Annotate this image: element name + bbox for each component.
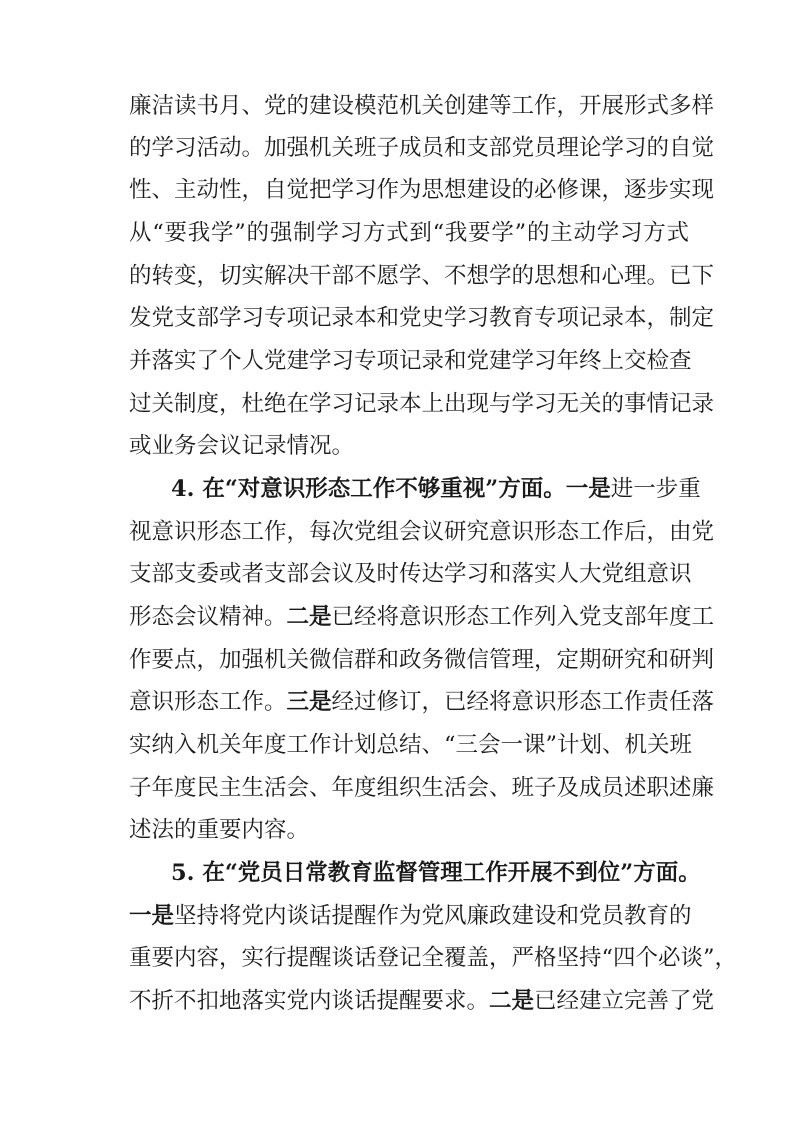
section-4-text: 意识形态工作。 xyxy=(129,689,287,715)
paragraph-line: 并落实了个人党建学习专项记录和党建学习年终上交检查 xyxy=(129,348,692,374)
section-5-marker-2: 二是 xyxy=(489,988,535,1014)
paragraph-line: 或业务会议记录情况。 xyxy=(129,433,355,459)
section-4-heading: 4. 在“对意识形态工作不够重视”方面。 xyxy=(171,476,566,502)
paragraph-line: 实纳入机关年度工作计划总结、“三会一课”计划、机关班 xyxy=(129,732,693,758)
section-4-marker-1: 一是 xyxy=(565,476,611,502)
paragraph-line: 从“要我学”的强制学习方式到“我要学”的主动学习方式 xyxy=(129,220,689,246)
section-4-text: 已经将意识形态工作列入党支部年度工 xyxy=(331,604,715,630)
paragraph-line: 的学习活动。加强机关班子成员和支部党员理论学习的自觉 xyxy=(129,135,715,161)
paragraph-line xyxy=(129,682,715,722)
paragraph-line: 视意识形态工作，每次党组会议研究意识形态工作后，由党 xyxy=(129,519,715,545)
paragraph-line: 的转变，切实解决干部不愿学、不想学的思想和心理。已下 xyxy=(129,263,715,289)
paragraph-line xyxy=(129,896,692,936)
paragraph-line: 支部支委或者支部会议及时传达学习和落实人大党组意识 xyxy=(129,561,692,587)
section-5-text: 不折不扣地落实党内谈话提醒要求。 xyxy=(129,988,490,1014)
paragraph-line: 重要内容，实行提醒谈话登记全覆盖，严格坚持“四个必谈”， xyxy=(129,945,738,971)
paragraph-line: 子年度民主生活会、年度组织生活会、班子及成员述职述廉 xyxy=(129,775,715,801)
section-4-marker-2: 二是 xyxy=(286,604,332,630)
section-4-text: 进一步重 xyxy=(610,476,701,502)
section-5-text: 坚持将党内谈话提醒作为党风廉政建设和党员教育的 xyxy=(174,903,692,929)
section-4-marker-3: 三是 xyxy=(286,689,332,715)
section-4-text: 形态会议精神。 xyxy=(129,604,287,630)
paragraph-line: 性、主动性，自觉把学习作为思想建设的必修课，逐步实现 xyxy=(129,177,715,203)
paragraph-line: 发党支部学习专项记录本和党史学习教育专项记录本，制定 xyxy=(129,305,715,331)
paragraph-line xyxy=(129,597,715,637)
section-5-marker-1: 一是 xyxy=(129,903,175,929)
paragraph-line: 作要点，加强机关微信群和政务微信管理，定期研究和研判 xyxy=(129,647,715,673)
section-5-heading: 5. 在“党员日常教育监督管理工作开展不到位”方面。 xyxy=(171,860,701,886)
paragraph-line: 述法的重要内容。 xyxy=(129,817,310,843)
paragraph-line: 廉洁读书月、党的建设模范机关创建等工作，开展形式多样 xyxy=(129,93,715,119)
section-5-text: 已经建立完善了党 xyxy=(534,988,715,1014)
section-4-text: 经过修订，已经将意识形态工作责任落 xyxy=(331,689,715,715)
paragraph-line: 过关制度，杜绝在学习记录本上出现与学习无关的事情记录 xyxy=(129,391,715,417)
section-4-first-line xyxy=(171,469,701,509)
paragraph-line xyxy=(129,981,715,1021)
